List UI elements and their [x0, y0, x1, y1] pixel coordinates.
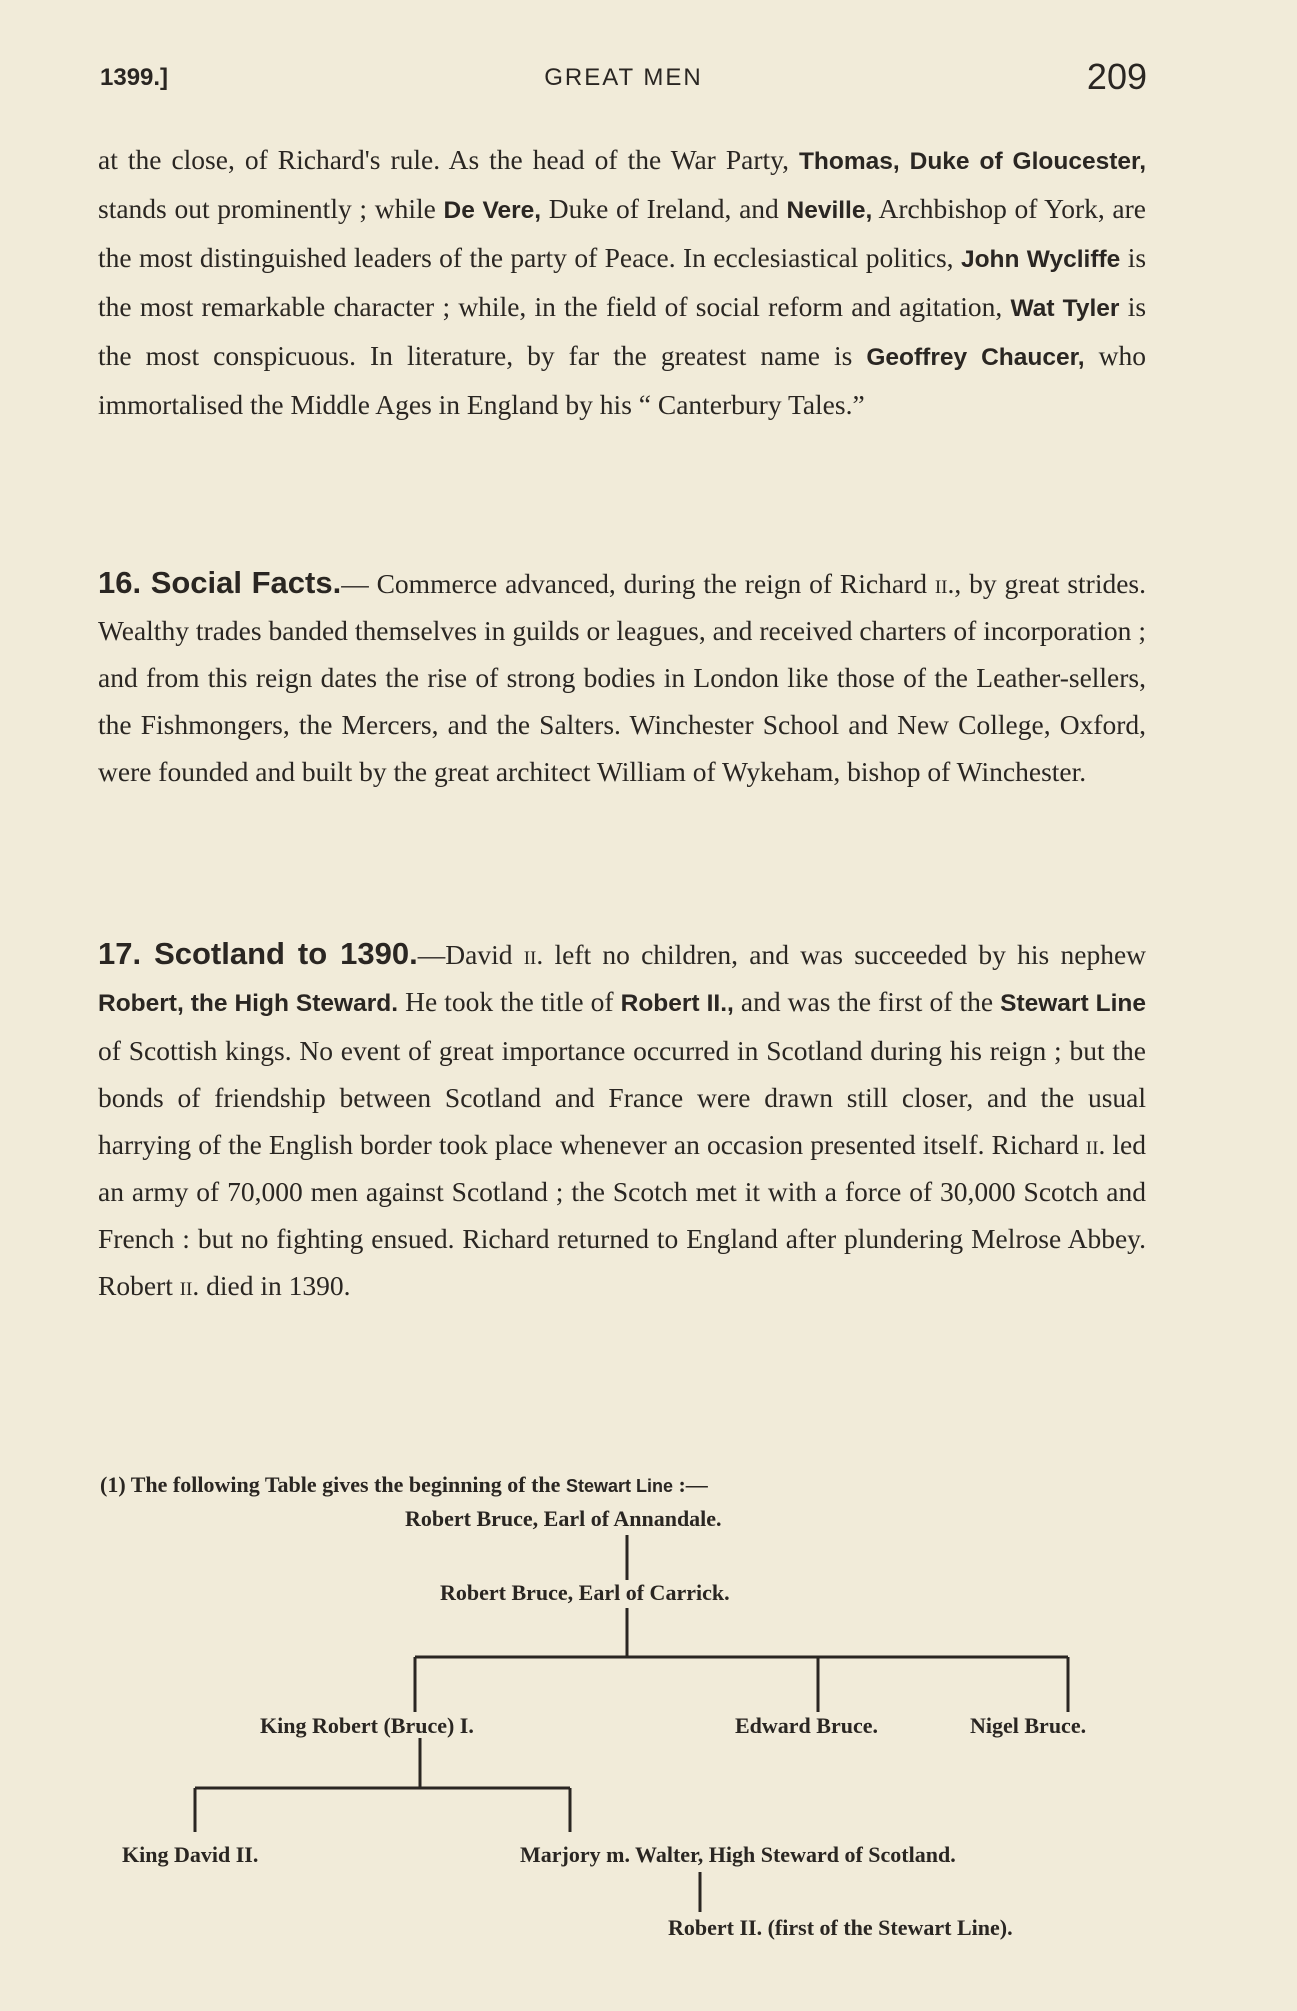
tree-node-robert-ii: Robert II. (first of the Stewart Line).: [668, 1915, 1013, 1940]
name-wycliffe: John Wycliffe: [960, 246, 1121, 273]
tree-node-king-robert-i: King Robert (Bruce) I.: [260, 1713, 474, 1738]
name-robert-high-steward: Robert, the High Steward.: [98, 990, 399, 1017]
tree-node-king-david-ii: King David II.: [122, 1842, 259, 1867]
section-16-heading: 16. Social Facts.: [98, 565, 342, 600]
tree-node-edward-bruce: Edward Bruce.: [735, 1713, 878, 1738]
name-gloucester: Thomas, Duke of Gloucester,: [798, 148, 1147, 175]
tree-node-nigel-bruce: Nigel Bruce.: [970, 1713, 1087, 1738]
tree-node-bruce-annandale: Robert Bruce, Earl of Annandale.: [405, 1506, 722, 1531]
section-17-scotland: 17. Scotland to 1390.—David ii. left no children, and was succeeded by his nephew Robert, the High Steward. He took the title of Robert II., and was the first of the Stewart Line of Scottish kings. No event of great importance occurred in Scotland during his reign ; but the bonds of friendship between Scotland and France were drawn still closer, and the usual harrying of the English border took place whenever an occasion presented itself. Richard ii. led an army of 70,000 men against Scotland ; the Scotch met it with a force of 30,000 Scotch and French : but no fighting ensued. Richard returned to England after plundering Melrose Abbey. Robert ii. died in 1390.: [98, 936, 1147, 1301]
name-chaucer: Geoffrey Chaucer,: [866, 344, 1085, 371]
name-robert-ii: Robert II.,: [620, 990, 734, 1017]
name-neville: Neville,: [786, 197, 873, 224]
page-number: 209: [1086, 56, 1147, 97]
footnote-intro: (1) The following Table gives the beginning of the Stewart Line :—: [100, 1472, 708, 1497]
name-de-vere: De Vere,: [443, 197, 542, 224]
tree-node-marjory-walter: Marjory m. Walter, High Steward of Scotland.: [520, 1842, 956, 1867]
section-17-heading: 17. Scotland to 1390.: [98, 936, 418, 971]
name-stewart-line: Stewart Line: [1000, 990, 1146, 1017]
tree-node-bruce-carrick: Robert Bruce, Earl of Carrick.: [440, 1580, 730, 1605]
section-16-social-facts: 16. Social Facts.— Commerce advanced, during the reign of Richard ii., by great strides. Wealthy trades banded themselves in guilds or leagues, and received charters of incorporation ; and from this reign dates the rise of strong bodies in London like those of the Leather-sellers, the Fishmongers, the Mercers, and the Salters. Winchester School and New College, Oxford, were founded and built by the great architect William of Wykeham, bishop of Winchester.: [98, 565, 1146, 787]
name-wat-tyler: Wat Tyler: [1010, 295, 1120, 322]
header-title: GREAT MEN: [544, 64, 703, 91]
paragraph-great-men: at the close, of Richard's rule. As the head of the War Party, Thomas, Duke of Gloucester, stands out prominently ; while De Vere, Duke of Ireland, and Neville, Archbishop of York, are the most distinguished leaders of the party of Peace. In ecclesiastical politics, John Wycliffe is the most remarkable character ; while, in the field of social reform and agitation, Wat Tyler is the most conspicuous. In literature, by far the greatest name is Geoffrey Chaucer, who immortalised the Middle Ages in England by his “ Canterbury Tales.”: [98, 144, 1147, 420]
header-year: 1399.]: [100, 64, 169, 91]
